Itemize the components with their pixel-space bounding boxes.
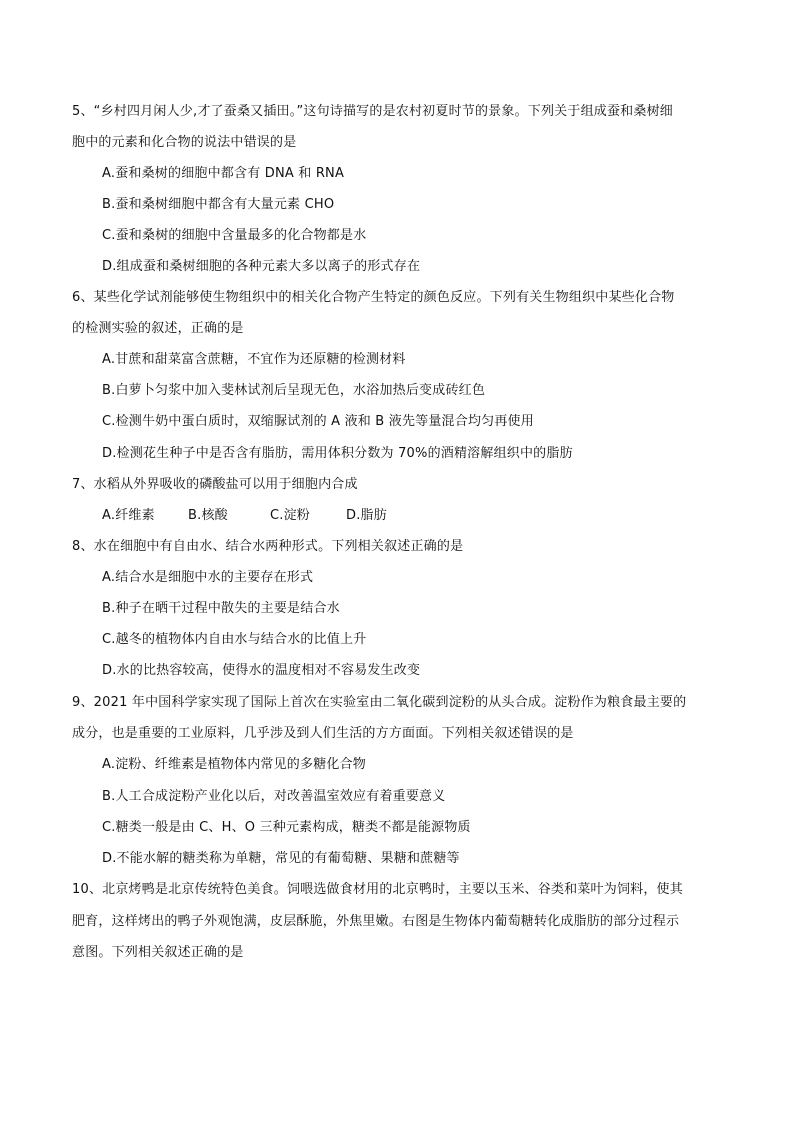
q7-stem-line-1: 7、水稻从外界吸收的磷酸盐可以用于细胞内合成 xyxy=(72,477,358,492)
q5-option-c: C.蚕和桑树的细胞中含量最多的化合物都是水 xyxy=(102,228,367,243)
q7-options-row xyxy=(102,506,752,526)
q9-stem-line-2: 成分，也是重要的工业原料，几乎涉及到人们生活的方方面面。下列相关叙述错误的是 xyxy=(72,726,574,741)
q10-stem-line-2: 肥育，这样烤出的鸭子外观饱满，皮层酥脆，外焦里嫩。右图是生物体内葡萄糖转化成脂肪的部分过程示 xyxy=(72,914,680,929)
q9-option-a: A.淀粉、纤维素是植物体内常见的多糖化合物 xyxy=(102,757,366,772)
q6-option-c: C.检测牛奶中蛋白质时，双缩脲试剂的 A 液和 B 液先等量混合均匀再使用 xyxy=(102,414,534,429)
q6-option-d: D.检测花生种子中是否含有脂肪，需用体积分数为 70%的酒精溶解组织中的脂肪 xyxy=(102,446,573,461)
q10-stem-line-3: 意图。下列相关叙述正确的是 xyxy=(72,945,244,960)
q6-stem-line-2: 的检测实验的叙述，正确的是 xyxy=(72,321,244,336)
q5-option-d: D.组成蚕和桑树细胞的各种元素大多以离子的形式存在 xyxy=(102,259,421,274)
q6-option-a: A.甘蔗和甜菜富含蔗糖，不宜作为还原糖的检测材料 xyxy=(102,352,406,367)
q6-stem-line-1: 6、某些化学试剂能够使生物组织中的相关化合物产生特定的颜色反应。下列有关生物组织中某些化合物 xyxy=(72,290,675,305)
q5-stem-line-1: 5、“乡村四月闲人少,才了蚕桑又插田。”这句诗描写的是农村初夏时节的景象。下列关于组成蚕和桑树细 xyxy=(72,104,673,119)
q8-option-d: D.水的比热容较高，使得水的温度相对不容易发生改变 xyxy=(102,663,421,678)
q7-option-a: A.纤维素 xyxy=(102,508,155,523)
q8-option-a: A.结合水是细胞中水的主要存在形式 xyxy=(102,570,314,585)
q10-stem-line-1: 10、北京烤鸭是北京传统特色美食。饲喂选做食材用的北京鸭时，主要以玉米、谷类和菜叶为饲料，使其 xyxy=(72,882,683,897)
q6-option-b: B.白萝卜匀浆中加入斐林试剂后呈现无色，水浴加热后变成砖红色 xyxy=(102,383,486,398)
q7-option-b: B.核酸 xyxy=(188,508,228,523)
q7-option-c: C.淀粉 xyxy=(270,508,311,523)
q5-option-a: A.蚕和桑树的细胞中都含有 DNA 和 RNA xyxy=(102,166,345,181)
q9-option-d: D.不能水解的糖类称为单糖，常见的有葡萄糖、果糖和蔗糖等 xyxy=(102,851,460,866)
q5-option-b: B.蚕和桑树细胞中都含有大量元素 CHO xyxy=(102,197,335,212)
q9-stem-line-1: 9、2021 年中国科学家实现了国际上首次在实验室由二氧化碳到淀粉的从头合成。淀粉作为粮食最主要的 xyxy=(72,695,687,710)
q8-option-c: C.越冬的植物体内自由水与结合水的比值上升 xyxy=(102,632,367,647)
q7-option-d: D.脂肪 xyxy=(346,508,387,523)
q9-option-b: B.人工合成淀粉产业化以后，对改善温室效应有着重要意义 xyxy=(102,789,446,804)
q5-stem-line-2: 胞中的元素和化合物的说法中错误的是 xyxy=(72,135,297,150)
q8-option-b: B.种子在晒干过程中散失的主要是结合水 xyxy=(102,601,340,616)
q8-stem-line-1: 8、水在细胞中有自由水、结合水两种形式。下列相关叙述正确的是 xyxy=(72,539,464,554)
q9-option-c: C.糖类一般是由 C、H、O 三种元素构成，糖类不都是能源物质 xyxy=(102,820,471,835)
